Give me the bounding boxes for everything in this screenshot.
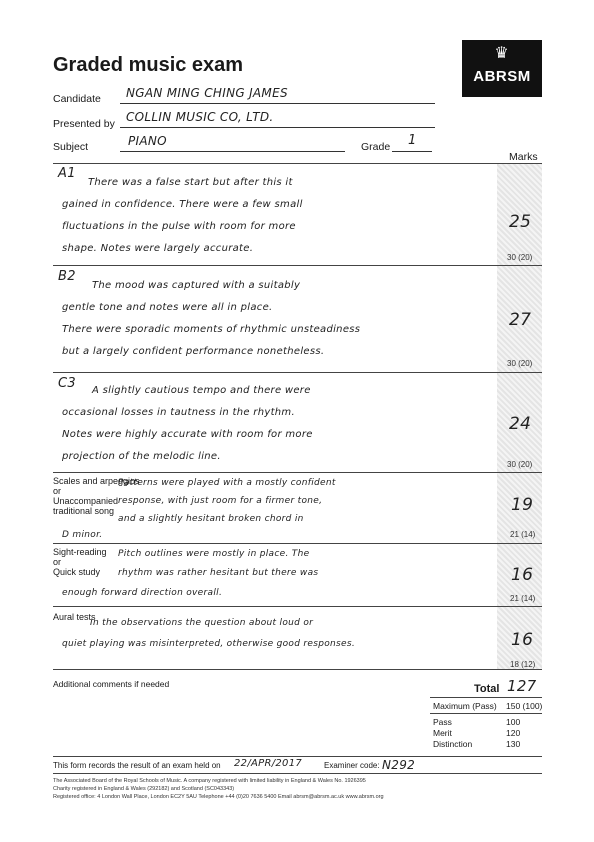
comment-line: Notes were highly accurate with room for more <box>62 429 313 440</box>
fine-print-2: Charity registered in England & Wales (292182) and Scotland (SC043343) <box>53 786 235 792</box>
comment-line: In the observations the question about loud or <box>90 618 314 628</box>
additional-comments-label: Additional comments if needed <box>53 679 170 689</box>
comment-line: There was a false start but after this it <box>88 177 293 188</box>
comment-line: quiet playing was misinterpreted, otherwise good responses. <box>62 639 356 649</box>
distinction-label: Distinction <box>433 739 473 749</box>
comment-line: rhythm was rather hesitant but there was <box>118 568 319 578</box>
section-mark: 19 <box>511 495 534 515</box>
examiner-code-label: Examiner code: <box>324 761 380 770</box>
section-max: 18 (12) <box>510 660 536 669</box>
comment-line: There were sporadic moments of rhythmic unsteadiness <box>62 324 361 335</box>
page-title: Graded music exam <box>53 54 244 76</box>
comment-line: Patterns were played with a mostly confident <box>118 478 336 488</box>
section-label: C3 <box>58 376 76 391</box>
section-max: 21 (14) <box>510 530 536 539</box>
section-label: B2 <box>58 269 76 284</box>
abrsm-logo <box>462 40 542 97</box>
section-label: Aural tests <box>53 612 96 622</box>
section-label: Scales and arpeggios or Unaccompanied traditional song <box>53 476 140 516</box>
grade-value: 1 <box>408 133 417 148</box>
subject-label: Subject <box>53 141 89 153</box>
comment-line: but a largely confident performance nonetheless. <box>62 346 325 357</box>
marks-header: Marks <box>509 151 538 163</box>
pass-value: 100 <box>506 717 521 727</box>
section-max: 30 (20) <box>507 359 533 368</box>
section-label: Sight-reading or Quick study <box>53 547 107 577</box>
total-label: Total <box>474 683 500 695</box>
merit-label: Merit <box>433 728 452 738</box>
record-text: This form records the result of an exam held on <box>53 761 221 770</box>
section-mark: 24 <box>509 414 532 434</box>
section-max: 30 (20) <box>507 460 533 469</box>
comment-line: projection of the melodic line. <box>62 451 221 462</box>
grade-label: Grade <box>361 141 391 153</box>
comment-line: shape. Notes were largely accurate. <box>62 243 254 254</box>
section-label: A1 <box>58 166 76 181</box>
fine-print-3: Registered office: 4 London Wall Place, London EC2Y 5AU Telephone +44 (0)20 7636 5400 Email abrsm@abrsm.ac.uk www.abrsm.org <box>53 794 384 800</box>
fine-print-1: The Associated Board of the Royal Schools of Music. A company registered with limited liability in England & Wales No. 1926395 <box>53 778 366 784</box>
comment-line: The mood was captured with a suitably <box>92 280 301 291</box>
candidate-label: Candidate <box>53 93 101 105</box>
section-mark: 25 <box>509 212 532 232</box>
comment-line: Pitch outlines were mostly in place. The <box>118 549 310 559</box>
presented-by-label: Presented by <box>53 118 115 130</box>
distinction-value: 130 <box>506 739 521 749</box>
section-max: 30 (20) <box>507 253 533 262</box>
crown-icon: ♛ <box>494 45 510 62</box>
examiner-code: N292 <box>382 758 416 772</box>
comment-line: gained in confidence. There were a few small <box>62 199 303 210</box>
merit-value: 120 <box>506 728 521 738</box>
comment-line: occasional losses in tautness in the rhythm. <box>62 407 295 418</box>
candidate-value: NGAN MING CHING JAMES <box>126 86 288 100</box>
comment-line: A slightly cautious tempo and there were <box>92 385 311 396</box>
maximum-pass-value: 150 (100) <box>506 701 543 711</box>
comment-line: gentle tone and notes were all in place. <box>62 302 273 313</box>
total-value: 127 <box>507 677 537 695</box>
subject-value: PIANO <box>128 134 167 148</box>
section-max: 21 (14) <box>510 594 536 603</box>
maximum-pass-label: Maximum (Pass) <box>433 701 497 711</box>
pass-label: Pass <box>433 717 452 727</box>
section-mark: 27 <box>509 310 532 330</box>
logo-text: ABRSM <box>473 68 531 85</box>
section-mark: 16 <box>511 630 534 650</box>
section-mark: 16 <box>511 565 534 585</box>
comment-line: response, with just room for a firmer tone, <box>118 496 323 506</box>
comment-line: enough forward direction overall. <box>62 588 223 598</box>
comment-line: fluctuations in the pulse with room for more <box>62 221 296 232</box>
presented-by-value: COLLIN MUSIC CO, LTD. <box>126 110 274 124</box>
comment-line: D minor. <box>62 530 103 540</box>
exam-date: 22/APR/2017 <box>234 758 303 769</box>
comment-line: and a slightly hesitant broken chord in <box>118 514 304 524</box>
